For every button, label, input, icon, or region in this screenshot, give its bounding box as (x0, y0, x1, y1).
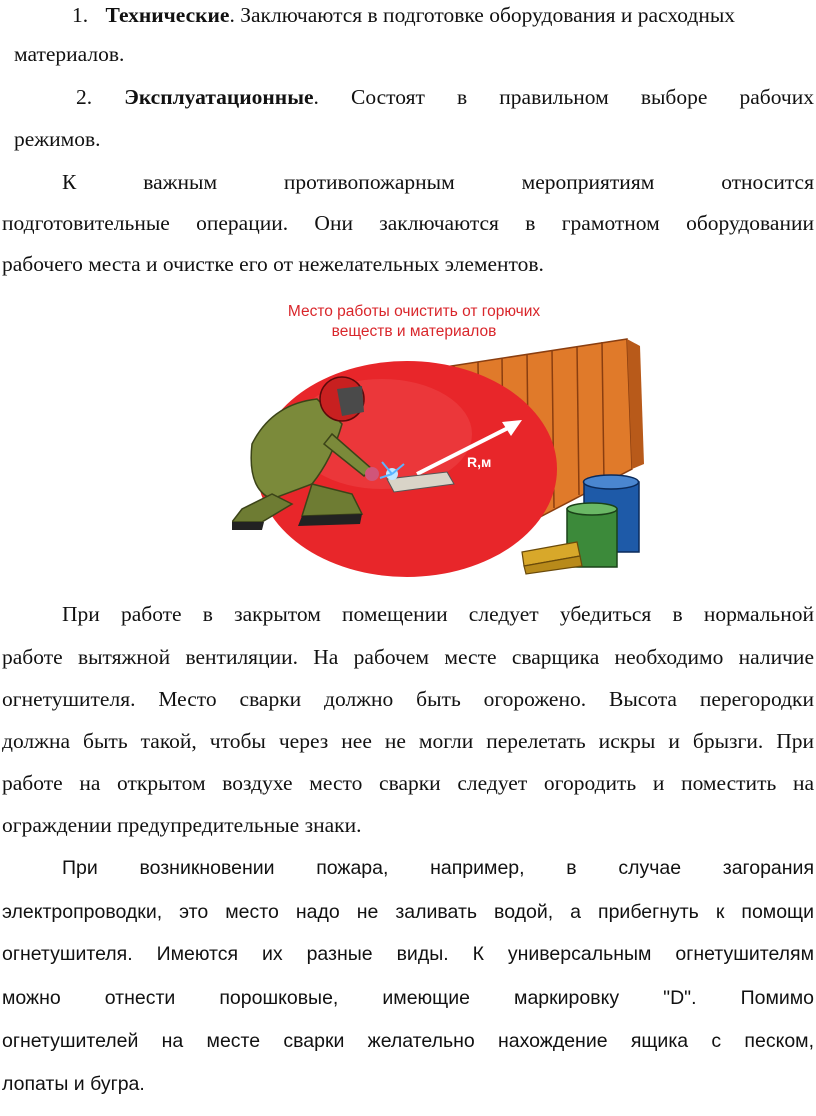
paragraph-2-line-2: работе вытяжной вентиляции. На рабочем месте сварщика необходимо наличие (2, 645, 814, 669)
list-item-2 (76, 85, 814, 115)
paragraph-1-line-3: рабочего места и очистке его от нежелательных элементов. (2, 252, 544, 276)
paragraph-3-line-6: лопаты и бугра. (2, 1073, 145, 1095)
paragraph-1-line-2: подготовительные операции. Они заключаются в грамотном оборудовании (2, 211, 814, 235)
paragraph-2-line-1: При работе в закрытом помещении следует убедиться в нормальной (62, 602, 814, 626)
paragraph-3-line-4: можно отнести порошковые, имеющие маркировку "D". Помимо (2, 987, 814, 1009)
paragraph-2-line-6: ограждении предупредительные знаки. (2, 813, 362, 837)
paragraph-3-line-5: огнетушителей на месте сварки желательно нахождение ящика с песком, (2, 1030, 814, 1052)
paragraph-3-line-3: огнетушителя. Имеются их разные виды. К универсальным огнетушителям (2, 943, 814, 965)
list-term: Технические (105, 3, 230, 27)
paragraph-3-line-2: электропроводки, это место надо не заливать водой, а прибегнуть к помощи (2, 901, 814, 923)
list-item-1 (72, 3, 814, 28)
list-item-1-continuation: материалов. (14, 42, 125, 66)
wooden-planks (522, 542, 582, 574)
figure-caption-line-2: веществ и материалов (331, 323, 497, 340)
list-number: 1. (72, 3, 89, 27)
welding-safety-illustration (232, 294, 662, 584)
radius-label: R,м (467, 454, 492, 470)
paragraph-2-line-3: огнетушителя. Место сварки должно быть огорожено. Высота перегородки (2, 687, 814, 711)
figure-caption-line-1: Место работы очистить от горючих (287, 303, 541, 320)
paragraph-3-line-1: При возникновении пожара, например, в случае загорания (62, 857, 814, 879)
list-term: Эксплуатационные (124, 85, 314, 109)
paragraph-1-line-1: К важным противопожарным мероприятиям относится (62, 170, 814, 194)
paragraph-2-line-5: работе на открытом воздухе место сварки следует огородить и поместить на (2, 771, 814, 795)
list-text: . Состоят в правильном выборе рабочих (313, 85, 814, 109)
list-item-2-continuation: режимов. (14, 127, 101, 151)
list-text: . Заключаются в подготовке оборудования и расходных (229, 3, 736, 27)
list-number: 2. (76, 85, 93, 109)
paragraph-2-line-4: должна быть такой, чтобы через нее не могли перелетать искры и брызги. При (2, 729, 814, 753)
